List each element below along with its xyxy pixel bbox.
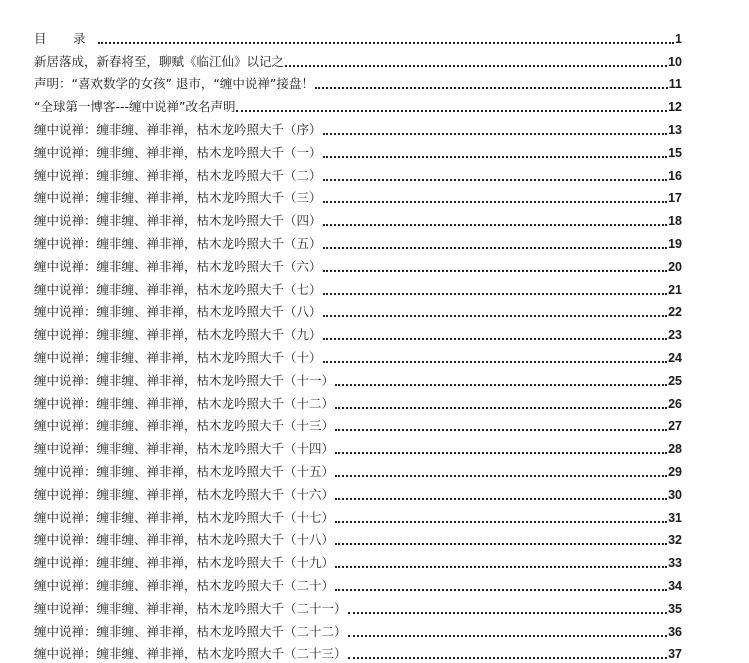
dot-leader — [323, 361, 668, 363]
dot-leader — [323, 133, 668, 135]
toc-entry[interactable] — [34, 70, 682, 93]
toc-entry[interactable] — [34, 184, 682, 207]
dot-leader — [335, 498, 667, 500]
toc-page-number: 17 — [668, 191, 682, 206]
toc-entry[interactable] — [34, 503, 682, 526]
dot-leader — [348, 657, 668, 659]
dot-leader — [335, 429, 667, 431]
toc-entry[interactable] — [34, 457, 682, 480]
toc-entry-title: 缠中说禅：缠非缠、禅非禅，枯木龙吟照大千（七） — [34, 281, 322, 297]
dot-leader — [335, 452, 667, 454]
toc-page-number: 10 — [668, 54, 682, 69]
toc-entry[interactable] — [34, 275, 682, 298]
dot-leader — [285, 65, 667, 67]
dot-leader — [323, 224, 668, 226]
toc-entry[interactable] — [34, 229, 682, 252]
toc-page-number: 16 — [668, 168, 682, 183]
toc-page-number: 20 — [668, 259, 682, 274]
toc-entry-title: 缠中说禅：缠非缠、禅非禅，枯木龙吟照大千（序） — [34, 121, 322, 137]
toc-entry-title: 缠中说禅：缠非缠、禅非禅，枯木龙吟照大千（十） — [34, 349, 322, 365]
dot-leader — [323, 315, 668, 317]
toc-page-number: 19 — [668, 236, 682, 251]
toc-page-number: 33 — [668, 556, 682, 571]
toc-entry[interactable] — [34, 617, 682, 640]
dot-leader — [323, 338, 668, 340]
dot-leader — [323, 156, 668, 158]
toc-entry-title: 缠中说禅：缠非缠、禅非禅，枯木龙吟照大千（十七） — [34, 509, 335, 525]
toc-entry[interactable] — [34, 47, 682, 70]
dot-leader — [323, 293, 668, 295]
toc-entry[interactable] — [34, 252, 682, 275]
toc-page-number: 13 — [668, 122, 682, 137]
dot-leader — [335, 589, 667, 591]
toc-entry-title: 缠中说禅：缠非缠、禅非禅，枯木龙吟照大千（九） — [34, 327, 322, 343]
toc-entry-title: 缠中说禅：缠非缠、禅非禅，枯木龙吟照大千（十五） — [34, 463, 335, 479]
toc-entry-title: 缠中说禅：缠非缠、禅非禅，枯木龙吟照大千（十三） — [34, 418, 335, 434]
toc-entry-title: 缠中说禅：缠非缠、禅非禅，枯木龙吟照大千（十二） — [34, 395, 335, 411]
table-of-contents — [34, 24, 682, 662]
toc-entry[interactable] — [34, 548, 682, 571]
toc-page-number: 21 — [668, 282, 682, 297]
toc-entry-title: 缠中说禅：缠非缠、禅非禅，枯木龙吟照大千（一） — [34, 144, 322, 160]
toc-page-number: 31 — [668, 510, 682, 525]
toc-page-number: 36 — [668, 624, 682, 639]
toc-entry[interactable] — [34, 594, 682, 617]
dot-leader — [335, 384, 667, 386]
toc-page-number: 32 — [668, 533, 682, 548]
toc-page-number: 27 — [668, 419, 682, 434]
toc-entry-title: 缠中说禅：缠非缠、禅非禅，枯木龙吟照大千（十六） — [34, 486, 335, 502]
toc-page-number: 35 — [668, 601, 682, 616]
toc-entry-title: 缠中说禅：缠非缠、禅非禅，枯木龙吟照大千（十八） — [34, 532, 335, 548]
toc-entry-title: 缠中说禅：缠非缠、禅非禅，枯木龙吟照大千（二十三） — [34, 646, 347, 662]
toc-page-number: 1 — [675, 31, 682, 46]
toc-entry-title: 新居落成，新春将至，聊赋《临江仙》以记之 — [34, 53, 285, 69]
toc-page-number: 24 — [668, 350, 682, 365]
dot-leader — [315, 87, 668, 89]
toc-entry[interactable] — [34, 526, 682, 549]
dot-leader — [236, 110, 667, 112]
toc-entry[interactable] — [34, 320, 682, 343]
toc-entry[interactable] — [34, 138, 682, 161]
dot-leader — [98, 42, 674, 44]
toc-entry-title: “全球第一博客---缠中说禅”改名声明 — [34, 99, 236, 115]
toc-page-number: 37 — [668, 647, 682, 662]
toc-entry[interactable] — [34, 412, 682, 435]
dot-leader — [335, 543, 667, 545]
toc-entry[interactable] — [34, 92, 682, 115]
toc-page-number: 12 — [668, 100, 682, 115]
toc-page-number: 30 — [668, 487, 682, 502]
toc-entry-title: 缠中说禅：缠非缠、禅非禅，枯木龙吟照大千（二十一） — [34, 600, 347, 616]
dot-leader — [348, 612, 668, 614]
toc-entry-title: 声明：“喜欢数学的女孩” 退市，“缠中说禅”接盘！ — [34, 76, 314, 92]
dot-leader — [323, 247, 668, 249]
toc-entry-title: 缠中说禅：缠非缠、禅非禅，枯木龙吟照大千（十一） — [34, 372, 335, 388]
dot-leader — [348, 635, 668, 637]
toc-entry[interactable] — [34, 298, 682, 321]
toc-entry-title: 缠中说禅：缠非缠、禅非禅，枯木龙吟照大千（十四） — [34, 441, 335, 457]
toc-entry-title: 缠中说禅：缠非缠、禅非禅，枯木龙吟照大千（八） — [34, 304, 322, 320]
dot-leader — [323, 179, 668, 181]
toc-heading-row[interactable] — [34, 24, 682, 47]
dot-leader — [335, 475, 667, 477]
toc-page-number: 28 — [668, 442, 682, 457]
toc-entry-title: 缠中说禅：缠非缠、禅非禅，枯木龙吟照大千（六） — [34, 258, 322, 274]
toc-entry-title: 缠中说禅：缠非缠、禅非禅，枯木龙吟照大千（二十） — [34, 577, 335, 593]
toc-entry[interactable] — [34, 571, 682, 594]
dot-leader — [335, 521, 667, 523]
toc-page-number: 23 — [668, 328, 682, 343]
toc-page-number: 18 — [668, 214, 682, 229]
toc-entry[interactable] — [34, 640, 682, 663]
toc-entry-title: 缠中说禅：缠非缠、禅非禅，枯木龙吟照大千（三） — [34, 190, 322, 206]
toc-entry-title: 缠中说禅：缠非缠、禅非禅，枯木龙吟照大千（十九） — [34, 555, 335, 571]
toc-entry-title: 缠中说禅：缠非缠、禅非禅，枯木龙吟照大千（二十二） — [34, 623, 347, 639]
toc-heading: 目 录 — [34, 30, 97, 46]
toc-page-number: 29 — [668, 464, 682, 479]
toc-entry[interactable] — [34, 434, 682, 457]
dot-leader — [335, 407, 667, 409]
toc-entry[interactable] — [34, 115, 682, 138]
toc-entry[interactable] — [34, 343, 682, 366]
toc-page-number: 34 — [668, 578, 682, 593]
toc-entry-title: 缠中说禅：缠非缠、禅非禅，枯木龙吟照大千（二） — [34, 167, 322, 183]
toc-entry[interactable] — [34, 206, 682, 229]
toc-page-number: 25 — [668, 373, 682, 388]
toc-entry[interactable] — [34, 161, 682, 184]
toc-entry[interactable] — [34, 389, 682, 412]
toc-entry-title: 缠中说禅：缠非缠、禅非禅，枯木龙吟照大千（五） — [34, 235, 322, 251]
toc-entry[interactable] — [34, 366, 682, 389]
dot-leader — [323, 270, 668, 272]
toc-entry-title: 缠中说禅：缠非缠、禅非禅，枯木龙吟照大千（四） — [34, 213, 322, 229]
toc-entry[interactable] — [34, 480, 682, 503]
dot-leader — [335, 566, 667, 568]
toc-page-number: 15 — [668, 145, 682, 160]
toc-page-number: 22 — [668, 305, 682, 320]
dot-leader — [323, 201, 668, 203]
toc-page-number: 26 — [668, 396, 682, 411]
toc-page-number: 11 — [668, 77, 682, 92]
